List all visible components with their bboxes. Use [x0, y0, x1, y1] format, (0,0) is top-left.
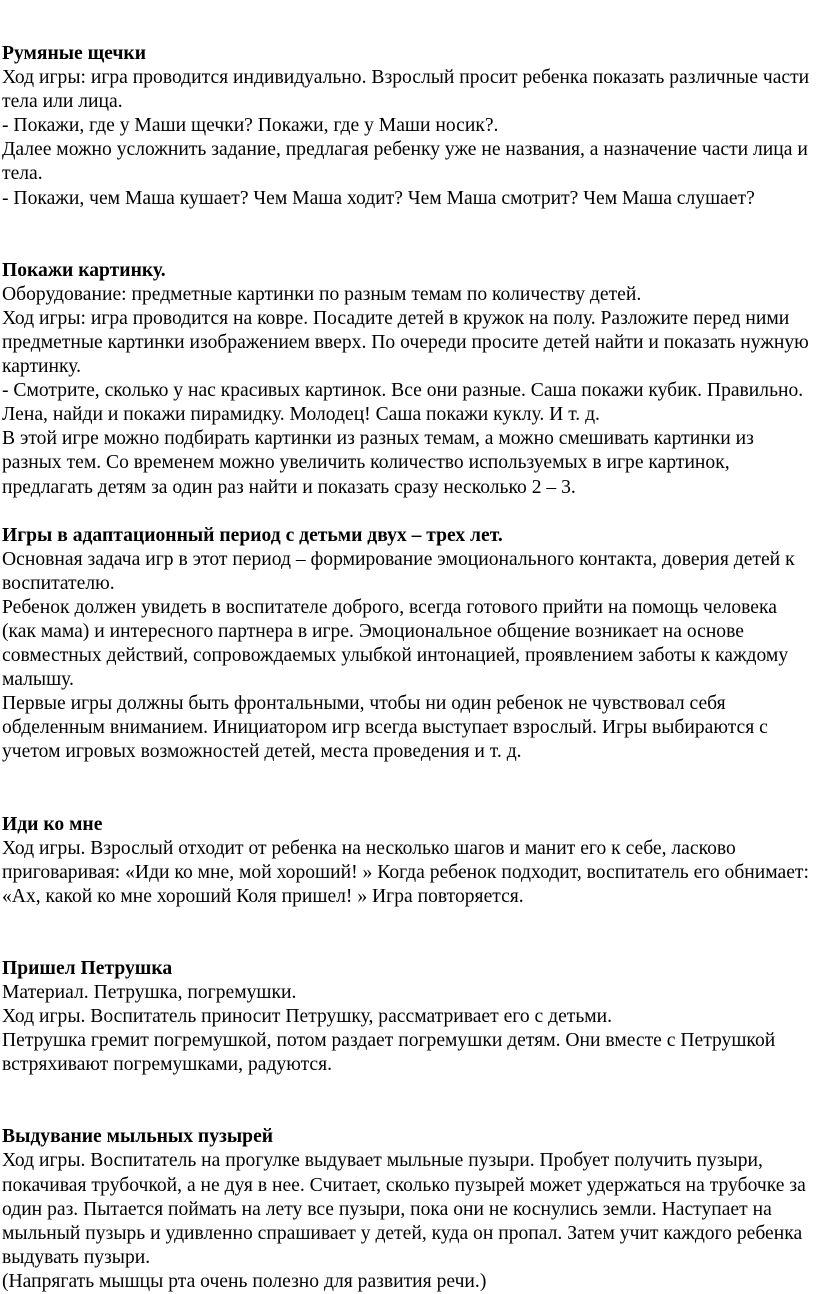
section-pokazhi-kartinku	[2, 259, 814, 500]
spacer	[2, 500, 814, 524]
section-prishel-petrushka	[2, 957, 814, 1077]
section-title: Иди ко мне	[2, 813, 103, 835]
section-rumyanye-shchechki	[2, 42, 814, 211]
paragraph: Ход игры. Воспитатель на прогулке выдувает мыльные пузыри. Пробует получить пузыри, покачивая трубочкой, а не дуя в нее. Считает, сколько пузырей может удержаться на трубочке за один раз. Пытается поймать на лету все пузыри, пока они не коснулись земли. Наступает на мыльный пузырь и удивленно спрашивает у детей, куда он пропал. Затем учит каждого ребенка выдувать пузыри.	[2, 1150, 811, 1268]
paragraph: Ход игры. Воспитатель приносит Петрушку, рассматривает его с детьми.	[2, 1006, 613, 1028]
spacer	[2, 909, 814, 957]
paragraph: Ход игры. Взрослый отходит от ребенка на несколько шагов и манит его к себе, ласково приговаривая: «Иди ко мне, мой хороший! » Когда ребенок подходит, воспитатель его обнимает: «Ах, какой ко мне хороший Коля пришел! » Игра повторяется.	[2, 837, 814, 907]
paragraph: - Покажи, чем Маша кушает? Чем Маша ходит? Чем Маша смотрит? Чем Маша слушает?	[2, 187, 755, 209]
paragraph: Петрушка гремит погремушкой, потом раздает погремушки детям. Они вместе с Петрушкой встряхивают погремушками, радуются.	[2, 1030, 781, 1076]
spacer	[2, 765, 814, 813]
paragraph: Первые игры должны быть фронтальными, чтобы ни один ребенок не чувствовал себя обделенным вниманием. Инициатором игр всегда выступает взрослый. Игры выбираются с учетом игровых возможностей детей, места проведения и т. д.	[2, 693, 773, 763]
section-adaptation-games	[2, 524, 814, 765]
section-title: Румяные щечки	[2, 43, 147, 64]
paragraph: (Напрягать мышцы рта очень полезно для развития речи.)	[2, 1270, 487, 1292]
paragraph: - Покажи, где у Маши щечки? Покажи, где у Маши носик?.	[2, 115, 499, 137]
paragraph: В этой игре можно подбирать картинки из разных темам, а можно смешивать картинки из разных тем. Со временем можно увеличить количество используемых в игре картинок, предлагать детям за один раз найти и показать сразу несколько 2 – 3.	[2, 428, 759, 498]
section-title: Покажи картинку.	[2, 259, 166, 281]
spacer	[2, 1077, 814, 1125]
paragraph: Основная задача игр в этот период – формирование эмоционального контакта, доверия детей к воспитателю.	[2, 548, 800, 594]
section-myilnye-puzyri	[2, 1125, 814, 1294]
section-title: Пришел Петрушка	[2, 957, 173, 979]
paragraph: Ход игры: игра проводится индивидуально. Взрослый просит ребенка показать различные части тела или лица.	[2, 67, 815, 113]
paragraph: Оборудование: предметные картинки по разным темам по количеству детей.	[2, 283, 642, 305]
paragraph: Ребенок должен увидеть в воспитателе доброго, всегда готового прийти на помощь человека (как мама) и интересного партнера в игре. Эмоциональное общение возникает на основе совместных действий, сопровождаемых улыбкой интонацией, проявлением заботы к каждому малышу.	[2, 596, 794, 691]
spacer	[2, 211, 814, 259]
document-page	[2, 42, 814, 1294]
paragraph: Далее можно усложнить задание, предлагая ребенку уже не названия, а назначение части лица и тела.	[2, 139, 813, 185]
paragraph: - Смотрите, сколько у нас красивых картинок. Все они разные. Саша покажи кубик. Правильно. Лена, найди и покажи пирамидку. Молодец! Саша покажи куклу. И т. д.	[2, 380, 809, 426]
section-title: Выдувание мыльных пузырей	[2, 1126, 274, 1148]
paragraph: Материал. Петрушка, погремушки.	[2, 982, 297, 1003]
paragraph: Ход игры: игра проводится на ковре. Посадите детей в кружок на полу. Разложите перед ними предметные картинки изображением вверх. По очереди просите детей найти и показать нужную картинку.	[2, 307, 814, 378]
section-title: Игры в адаптационный период с детьми двух – трех лет.	[2, 524, 503, 546]
section-idi-ko-mne	[2, 813, 814, 909]
